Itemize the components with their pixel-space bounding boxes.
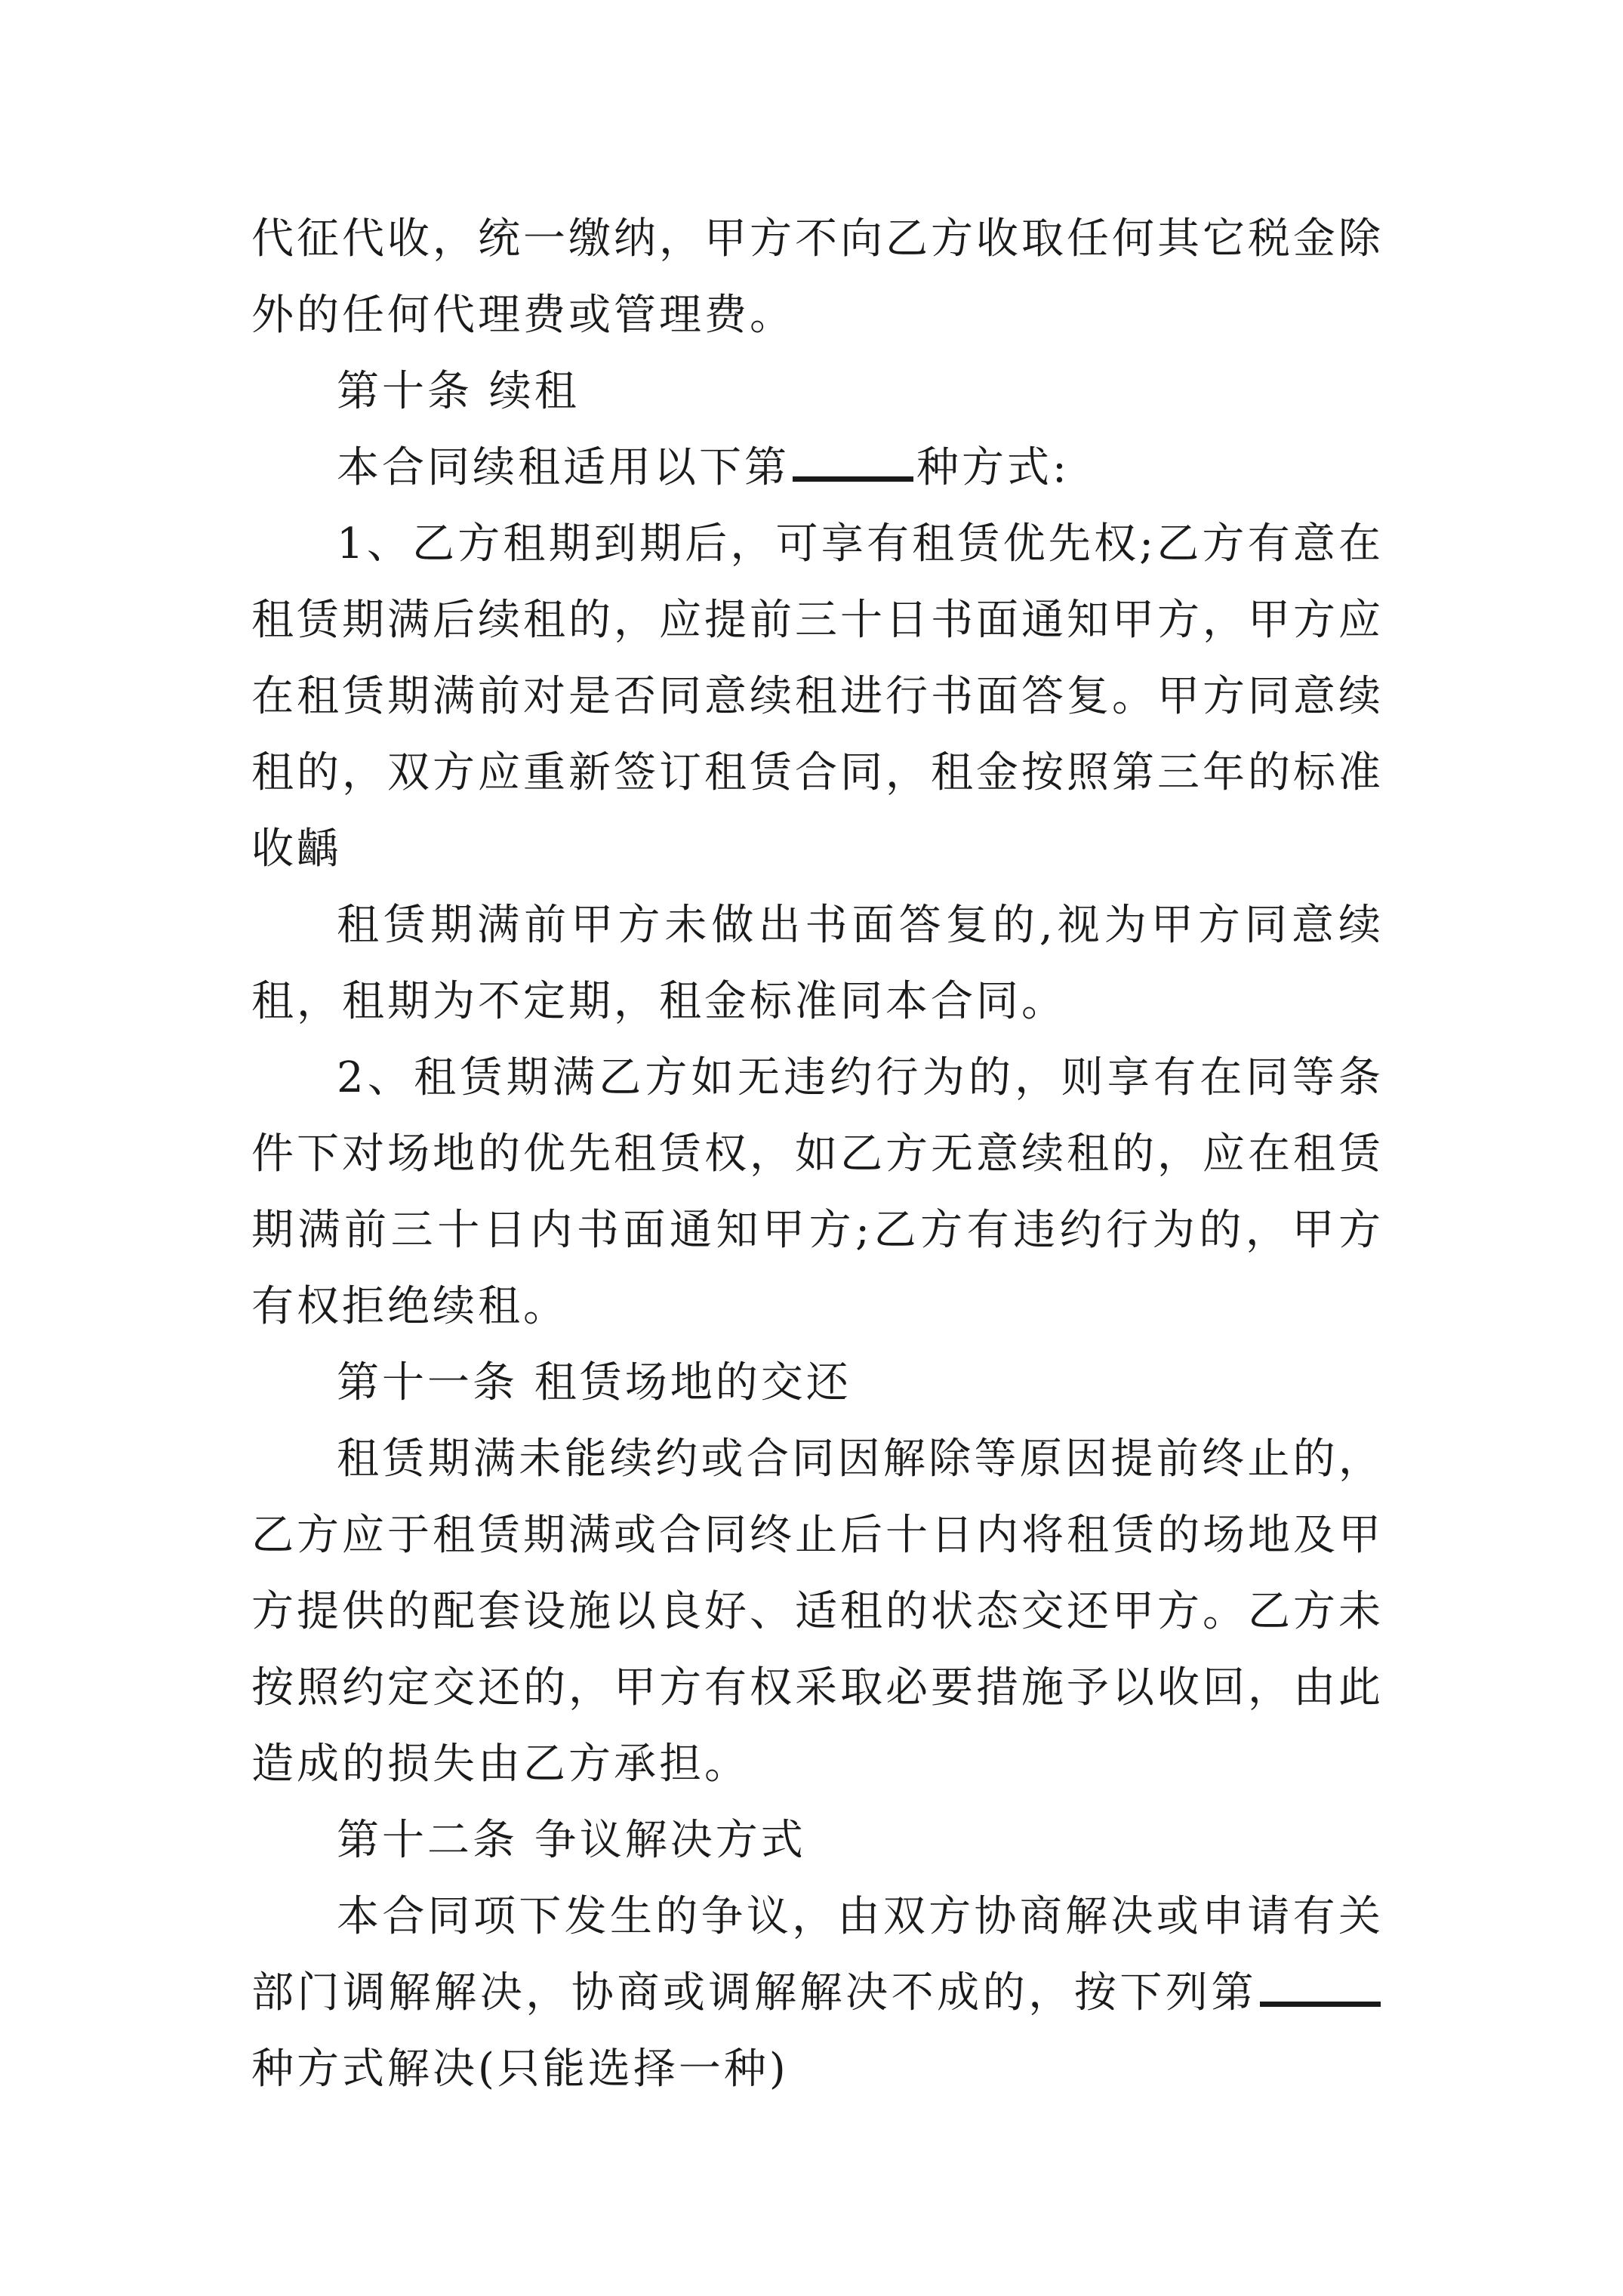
dispute-resolution-paragraph: [251, 1878, 1384, 2107]
renewal-option-1: 1、乙方租期到期后，可享有租赁优先权;乙方有意在租赁期满后续租的，应提前三十日书面通知甲方，甲方应在租赁期满前对是否同意续租进行书面答复。甲方同意续租的，双方应重新签订租赁合同，租金按照第三年的标准收齲: [251, 519, 1384, 874]
renewal-no-reply-clause: 租赁期满前甲方未做出书面答复的,视为甲方同意续租，租期为不定期，租金标准同本合同。: [251, 901, 1384, 1026]
renewal-option-2: 2、租赁期满乙方如无违约行为的，则享有在同等条件下对场地的优先租赁权，如乙方无意续租的，应在租赁期满前三十日内书面通知甲方;乙方有违约行为的，甲方有权拒绝续租。: [251, 1053, 1384, 1331]
dispute-method-blank: [1260, 1997, 1381, 2007]
renewal-method-paragraph: [251, 430, 1384, 506]
dispute-text-after: 种方式解决(只能选择一种): [251, 2045, 789, 2094]
renewal-method-text-after: 种方式:: [916, 443, 1070, 492]
article-10-heading: 第十条 续租: [337, 367, 580, 416]
document-body: [251, 201, 1384, 2107]
paragraph-tax-clause: 代征代收，统一缴纳，甲方不向乙方收取任何其它税金除外的任何代理费或管理费。: [251, 214, 1384, 340]
return-of-premises-clause: 租赁期满未能续约或合同因解除等原因提前终止的，乙方应于租赁期满或合同终止后十日内将租赁的场地及甲方提供的配套设施以良好、适租的状态交还甲方。乙方未按照约定交还的，甲方有权采取必要措施予以收回，由此造成的损失由乙方承担。: [251, 1435, 1384, 1789]
renewal-method-blank: [793, 472, 913, 482]
article-11-heading: 第十一条 租赁场地的交还: [337, 1358, 852, 1407]
dispute-text-before: 本合同项下发生的争议，由双方协商解决或申请有关部门调解解决，协商或调解解决不成的，按下列第: [251, 1892, 1384, 2017]
renewal-method-text-before: 本合同续租适用以下第: [337, 443, 790, 492]
article-12-heading: 第十二条 争议解决方式: [337, 1816, 806, 1865]
